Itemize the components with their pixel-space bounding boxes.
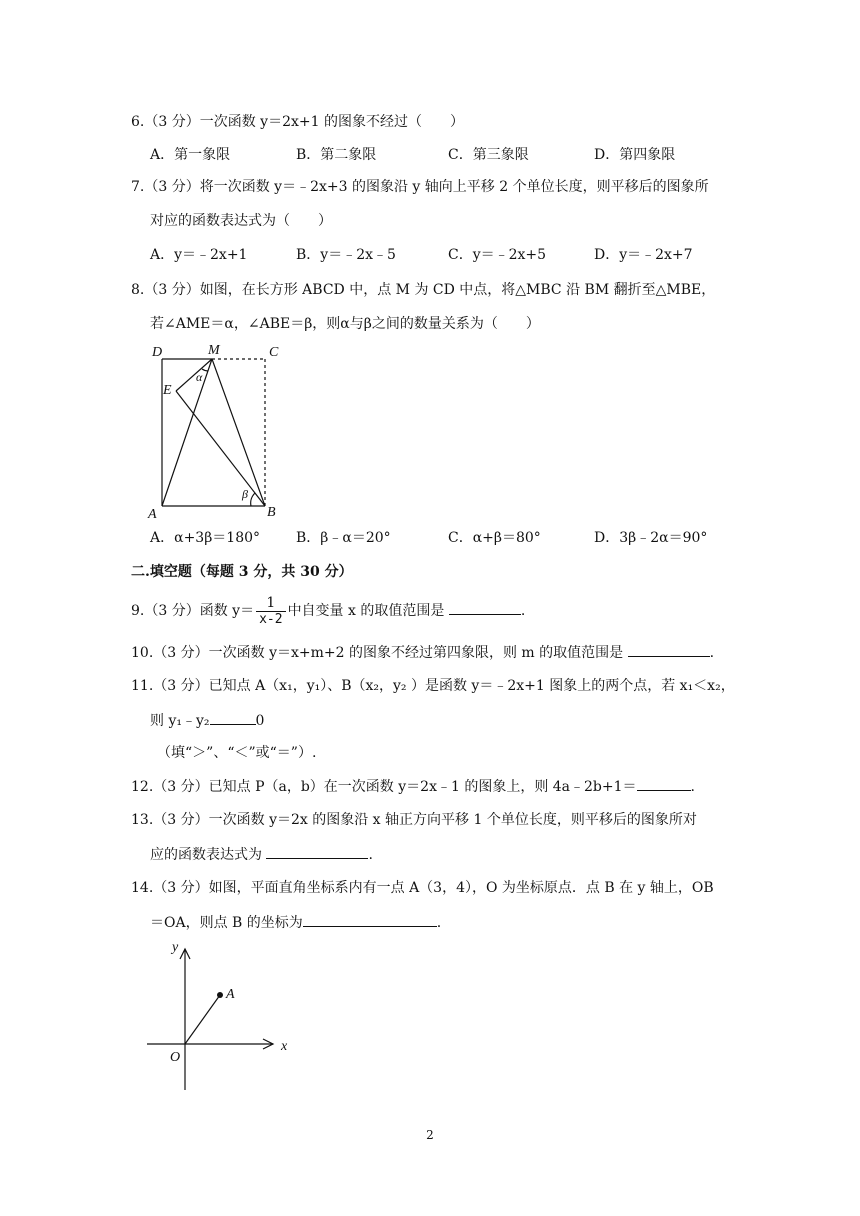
question-14-line1: 14.（3 分）如图，平面直角坐标系内有一点 A（3，4），O 为坐标原点．点 B 在 y 轴上，OB bbox=[131, 880, 714, 896]
question-13-line2 bbox=[150, 844, 373, 865]
q14-answer-blank[interactable] bbox=[303, 912, 437, 927]
q9-fraction bbox=[256, 596, 285, 627]
question-8-line1: 8.（3 分）如图，在长方形 ABCD 中，点 M 为 CD 中点，将△MBC 沿 BM 翻折至△MBE， bbox=[131, 282, 716, 298]
page-number: 2 bbox=[426, 1128, 434, 1142]
label-x: x bbox=[281, 1039, 288, 1054]
q7-option-a: A．y＝﹣2x+1 bbox=[150, 247, 248, 263]
segment-eb bbox=[176, 391, 265, 506]
question-6-text: 6.（3 分）一次函数 y＝2x+1 的图象不经过（ ） bbox=[131, 114, 464, 130]
q9-answer-blank[interactable] bbox=[449, 600, 521, 615]
label-e: E bbox=[163, 383, 172, 398]
q12-end: . bbox=[690, 779, 695, 795]
q9-denominator: x-2 bbox=[259, 611, 283, 627]
q12-text: 12.（3 分）已知点 P（a，b）在一次函数 y＝2x﹣1 的图象上，则 4a﹣2b+1＝ bbox=[131, 779, 637, 795]
question-11-line1: 11.（3 分）已知点 A（x₁，y₁）、B（x₂，y₂ ）是函数 y＝﹣2x+1 图象上的两个点，若 x₁＜x₂， bbox=[131, 678, 735, 694]
q8-option-c: C．α+β＝80° bbox=[448, 530, 541, 546]
q9-numerator: 1 bbox=[256, 596, 285, 612]
q10-answer-blank[interactable] bbox=[628, 642, 710, 657]
question-10 bbox=[131, 642, 714, 663]
label-y: y bbox=[172, 940, 179, 955]
question-13-line1: 13.（3 分）一次函数 y＝2x 的图象沿 x 轴正方向平移 1 个单位长度，则平移后的图象所对 bbox=[131, 812, 697, 828]
label-m: M bbox=[208, 343, 220, 358]
q11-answer-blank[interactable] bbox=[210, 710, 256, 725]
question-7-line1: 7.（3 分）将一次函数 y＝﹣2x+3 的图象沿 y 轴向上平移 2 个单位长度，则平移后的图象所 bbox=[131, 179, 709, 195]
label-a: A bbox=[148, 507, 157, 522]
question-11-line3: （填“＞”、“＜”或“＝”）. bbox=[157, 745, 317, 761]
label-o: O bbox=[170, 1050, 181, 1065]
q14-end: . bbox=[436, 915, 442, 931]
q8-option-b: B．β﹣α＝20° bbox=[296, 530, 391, 546]
q10-text: 10.（3 分）一次函数 y＝x+m+2 的图象不经过第四象限，则 m 的取值范围是 bbox=[131, 645, 624, 661]
label-d: D bbox=[152, 345, 163, 360]
question-9 bbox=[131, 594, 525, 628]
angle-alpha-arc bbox=[202, 369, 208, 371]
label-alpha: α bbox=[196, 370, 203, 384]
q6-option-d: D．第四象限 bbox=[594, 147, 676, 163]
q13-answer-blank[interactable] bbox=[266, 844, 368, 859]
q7-option-b: B．y＝﹣2x﹣5 bbox=[296, 247, 396, 263]
label-c: C bbox=[269, 345, 279, 360]
q13-end: . bbox=[368, 847, 373, 863]
question-14-line2 bbox=[150, 912, 441, 933]
q8-option-a: A．α+3β＝180° bbox=[150, 530, 261, 546]
q14-line2-text: ＝OA，则点 B 的坐标为 bbox=[150, 915, 303, 931]
q9-suffix: 中自变量 x 的取值范围是 bbox=[287, 603, 445, 619]
q10-end: . bbox=[709, 645, 715, 661]
q11-line2-prefix: 则 y₁﹣y₂ bbox=[150, 713, 210, 729]
q7-option-c: C．y＝﹣2x+5 bbox=[448, 247, 547, 263]
q11-line2-suffix: 0 bbox=[255, 713, 265, 729]
q6-option-a: A．第一象限 bbox=[150, 147, 231, 163]
label-a: A bbox=[226, 987, 235, 1002]
question-7-line2: 对应的函数表达式为（ ） bbox=[150, 213, 332, 229]
rectangle-fold-figure bbox=[145, 338, 295, 523]
question-8-line2: 若∠AME＝α，∠ABE＝β，则α与β之间的数量关系为（ ） bbox=[150, 316, 540, 332]
point-a bbox=[217, 992, 223, 998]
q6-option-b: B．第二象限 bbox=[296, 147, 377, 163]
segment-mb bbox=[212, 359, 265, 506]
label-b: B bbox=[267, 505, 276, 520]
q9-end: . bbox=[520, 603, 526, 619]
label-beta: β bbox=[242, 487, 248, 501]
question-12 bbox=[131, 776, 695, 797]
q8-option-d: D．3β﹣2α＝90° bbox=[594, 530, 708, 546]
coordinate-plane-figure bbox=[145, 935, 305, 1095]
q12-answer-blank[interactable] bbox=[637, 776, 691, 791]
section-fill-in-heading: 二.填空题（每题 3 分，共 30 分） bbox=[131, 564, 353, 580]
segment-oa bbox=[185, 995, 220, 1044]
q6-option-c: C．第三象限 bbox=[448, 147, 529, 163]
angle-beta-arc bbox=[251, 493, 255, 506]
q13-line2-text: 应的函数表达式为 bbox=[150, 847, 262, 863]
question-11-line2 bbox=[150, 710, 264, 731]
q7-option-d: D．y＝﹣2x+7 bbox=[594, 247, 693, 263]
q9-prefix: 9.（3 分）函数 y＝ bbox=[131, 603, 255, 619]
